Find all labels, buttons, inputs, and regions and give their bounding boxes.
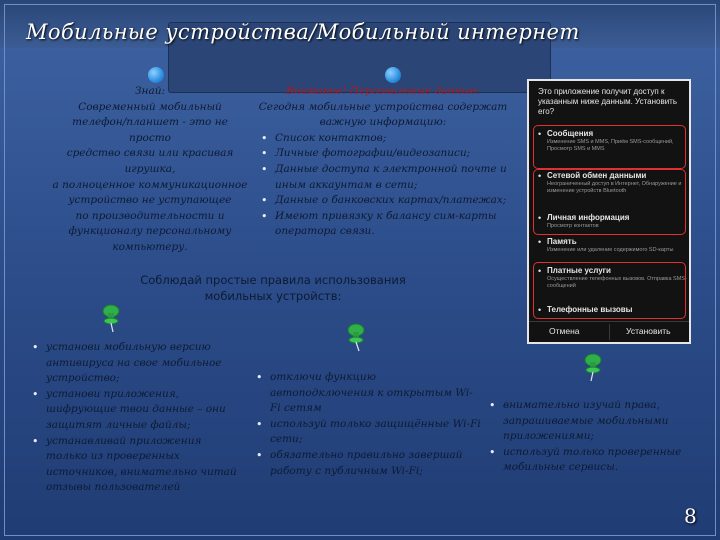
blue-dot-marker	[385, 67, 401, 83]
intro-text	[50, 84, 250, 256]
slide-title: Мобильные устройства/Мобильный интернет	[26, 20, 580, 44]
list-item: • используй только защищённые Wi-Fi сети;	[252, 417, 482, 448]
cancel-button[interactable]: Отмена	[549, 326, 580, 336]
rules-heading	[110, 272, 436, 304]
bullet-icon: •	[538, 305, 542, 315]
permission-title: Платные услуги	[547, 266, 611, 275]
pushpin-icon	[100, 303, 122, 333]
list-item: • обязательно правильно завершай работу с публичным Wi-Fi;	[252, 448, 482, 479]
intro-line: игрушка,	[124, 162, 176, 175]
permission-detail: Изменение SMS и MMS, Приём SMS-сообщений, Просмотр SMS и MMS	[547, 139, 674, 152]
page-number: 8	[684, 504, 697, 528]
intro-line: Современный мобильный	[78, 100, 222, 113]
list-item: • отключи функцию автоподключения к открытым Wi-Fi сетям	[252, 370, 482, 417]
wifi-rules-list	[252, 370, 482, 479]
button-separator	[529, 321, 689, 322]
bullet-icon: •	[538, 129, 542, 139]
button-divider	[609, 324, 610, 340]
highlight-box	[533, 169, 686, 235]
list-item: • Список контактов;	[257, 131, 509, 147]
personal-data-list	[257, 131, 509, 240]
intro-line: компьютеру.	[112, 240, 188, 253]
install-button[interactable]: Установить	[626, 326, 671, 336]
bullet-icon: •	[538, 171, 542, 181]
bullet-icon: •	[538, 237, 542, 247]
rules-heading-line: Соблюдай простые правила использования	[140, 273, 406, 287]
intro-line: устройство не уступающее	[68, 194, 232, 207]
permission-title: Телефонные вызовы	[547, 305, 633, 314]
intro-line: функционалу персональному	[68, 225, 232, 238]
list-item: • устанавливай приложения только из проверенных источников, внимательно читай отзывы пользователей	[28, 434, 238, 496]
highlight-box	[533, 262, 686, 319]
permission-detail: Просмотр контактов	[547, 223, 599, 229]
permission-title: Память	[547, 237, 577, 246]
intro-line: а полноценное коммуникационное	[52, 178, 248, 191]
list-item: • Данные доступа к электронной почте и иным аккаунтам в сети;	[257, 162, 509, 193]
permission-title: Сообщения	[547, 129, 594, 138]
permission-detail: Неограниченный доступ в Интернет, Обнаружение и изменение устройств Bluetooth	[547, 181, 682, 194]
list-item: • установи мобильную версию антивируса на свое мобильное устройство;	[28, 340, 238, 387]
permission-item	[538, 237, 688, 254]
intro-line: по производительности и	[75, 209, 225, 222]
personal-data-block	[257, 84, 509, 240]
pushpin-icon	[582, 352, 604, 382]
intro-line: телефон/планшет - это не просто	[72, 116, 228, 144]
list-item: • используй только проверенные мобильные сервисы.	[485, 445, 700, 476]
bullet-icon: •	[538, 266, 542, 276]
intro-line: средство связи или красивая	[66, 147, 234, 160]
list-item: • Имеют привязку к балансу сим-карты оператора связи.	[257, 209, 509, 240]
rules-heading-line: мобильных устройств:	[204, 289, 342, 303]
phone-permissions-screenshot	[527, 79, 691, 344]
permission-detail: Осуществление телефонных вызовов. Отправка SMS-сообщений	[547, 276, 687, 289]
permissions-header: Это приложение получит доступ к указанным ниже данным. Установить его?	[538, 87, 678, 116]
warning-intro-line: важную информацию:	[319, 116, 447, 129]
app-rights-list	[485, 398, 700, 476]
app-rights-block	[485, 398, 700, 476]
warning-intro-line: Сегодня мобильные устройства содержат	[258, 100, 508, 113]
list-item: • Личные фотографии/видеозаписи;	[257, 146, 509, 162]
device-rules-list	[28, 340, 238, 496]
permission-title: Сетевой обмен данными	[547, 171, 647, 180]
device-rules-block	[28, 340, 238, 496]
list-item: • установи приложения, шифрующие твои данные – они защитят личные файлы;	[28, 387, 238, 434]
permission-title: Личная информация	[547, 213, 630, 222]
permission-detail: Изменение или удаление содержимого SD-карты	[547, 247, 674, 253]
list-item: • Данные о банковских картах/платежах;	[257, 193, 509, 209]
warning-label: Внимание! Персональные данные:	[286, 85, 480, 97]
intro-line: Знай:	[134, 85, 166, 97]
highlight-box	[533, 125, 686, 169]
bullet-icon: •	[538, 213, 542, 223]
wifi-rules-block	[252, 370, 482, 479]
blue-dot-marker	[148, 67, 164, 83]
pushpin-icon	[345, 322, 367, 352]
list-item: • внимательно изучай права, запрашиваемые мобильными приложениями;	[485, 398, 700, 445]
